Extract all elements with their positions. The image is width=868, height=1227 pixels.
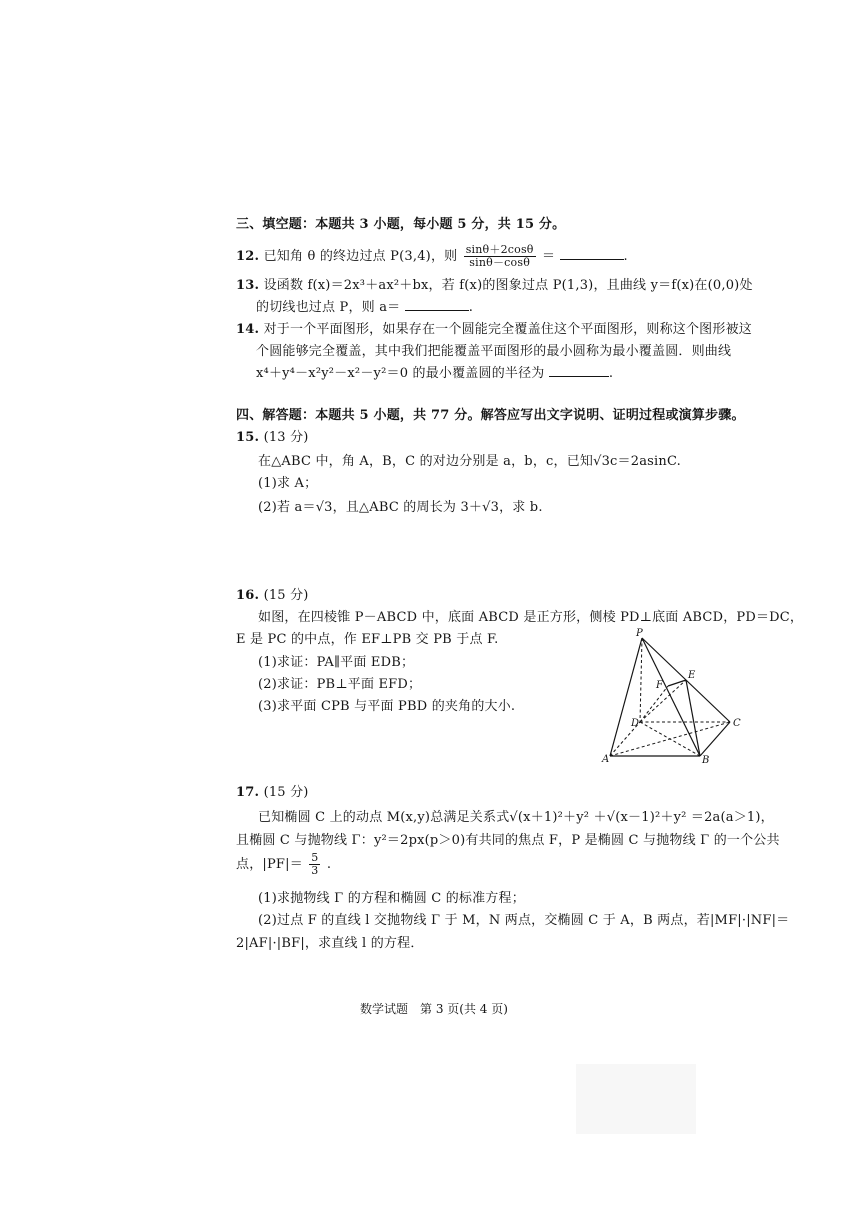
q15-stem: 在△ABC 中，角 A，B，C 的对边分别是 a，b，c，已知√3c＝2asinC.	[258, 454, 681, 469]
label-F: F	[656, 680, 663, 691]
label-A: A	[602, 754, 610, 765]
label-P: P	[636, 628, 643, 639]
q12-fraction	[464, 244, 536, 269]
question-12: 12. 已知角 θ 的终边过点 P(3,4)，则 $\frac{\sin\theta+2\cos\theta}{\sin\theta-\cos\theta}$ ＝ .	[236, 243, 628, 269]
q12-frac-numerator: sinθ＋2cosθ	[465, 243, 534, 256]
q15-part1: (1)求 A；	[258, 476, 318, 491]
label-E: E	[688, 670, 696, 681]
edge-AC	[610, 722, 730, 756]
q16-stem-1: 如图，在四棱锥 P－ABCD 中，底面 ABCD 是正方形，侧棱 PD⊥底面 ABCD，PD＝DC，	[258, 610, 804, 625]
q17-stem-3	[236, 852, 331, 877]
q17-part2-line2: 2|AF|·|BF|，求直线 l 的方程．	[236, 936, 424, 951]
question-14-line3: x⁴＋y⁴－x²y²－x²－y²＝0 的最小覆盖圆的半径为 .	[256, 366, 614, 381]
label-B: B	[702, 755, 710, 766]
question-13-line1	[236, 274, 753, 293]
q15-part2: (2)若 a＝√3，且△ABC 的周长为 3＋√3，求 b.	[258, 500, 543, 515]
edge-DE	[640, 680, 686, 722]
q14-text-3: x⁴＋y⁴－x²y²－x²－y²＝0 的最小覆盖圆的半径为	[256, 366, 545, 381]
q14-text-1: 对于一个平面图形，如果存在一个圆能完全覆盖住这个平面图形，则称这个图形被这	[263, 322, 752, 337]
q12-frac-denominator: sinθ－cosθ	[469, 256, 531, 269]
page-footer: 数学试题 第 3 页(共 4 页)	[360, 1002, 508, 1016]
q15-number: 15.	[236, 430, 260, 445]
q17-stem3-suffix: .	[326, 857, 332, 872]
q15-score: (13 分)	[263, 430, 309, 445]
q17-score: (15 分)	[263, 785, 309, 800]
q16-part2: (2)求证：PB⊥平面 EFD；	[258, 677, 422, 692]
edge-PB	[642, 638, 700, 756]
question-17-title	[236, 781, 309, 800]
q17-stem-2: 且椭圆 C 与抛物线 Γ：y²＝2px(p＞0)有共同的焦点 F，P 是椭圆 C 与抛物线 Γ 的一个公共	[236, 833, 780, 848]
q17-fraction	[309, 852, 320, 877]
question-13-line2: 的切线也过点 P，则 a＝ .	[256, 300, 474, 315]
question-16-title	[236, 584, 309, 603]
q13-text-1: 设函数 f(x)＝2x³＋ax²＋bx，若 f(x)的图象过点 P(1,3)，且曲线 y＝f(x)在(0,0)处	[263, 278, 753, 293]
q16-part3: (3)求平面 CPB 与平面 PBD 的夹角的大小.	[258, 699, 516, 714]
q13-number: 13.	[236, 278, 260, 293]
q12-suffix: ＝	[541, 249, 556, 264]
q16-stem-2: E 是 PC 的中点，作 EF⊥PB 交 PB 于点 F.	[236, 632, 499, 647]
q16-number: 16.	[236, 588, 260, 603]
q13-answer-blank[interactable]	[405, 300, 469, 311]
edge-DF	[640, 686, 668, 722]
section4-header: 四、解答题：本题共 5 小题，共 77 分。解答应写出文字说明、证明过程或演算步骤。	[236, 408, 745, 423]
section3-header: 三、填空题：本题共 3 小题，每小题 5 分，共 15 分。	[236, 217, 566, 232]
q17-stem3-prefix: 点，|PF|＝	[236, 857, 303, 872]
pyramid-figure	[600, 626, 750, 768]
q17-frac-denominator: 3	[311, 864, 319, 877]
q16-score: (15 分)	[263, 588, 309, 603]
q17-number: 17.	[236, 785, 260, 800]
q17-part2-line1: (2)过点 F 的直线 l 交抛物线 Γ 于 M，N 两点，交椭圆 C 于 A，B 两点，若|MF|·|NF|＝	[258, 913, 790, 928]
scan-artifact	[576, 1064, 696, 1134]
edge-BC	[700, 722, 730, 756]
question-15-title	[236, 426, 309, 445]
q17-frac-numerator: 5	[311, 851, 319, 864]
edge-PD	[640, 638, 642, 722]
q17-stem-1: 已知椭圆 C 上的动点 M(x,y)总满足关系式√(x＋1)²＋y² ＋√(x－1)²＋y² ＝2a(a＞1)，	[258, 810, 774, 825]
label-D: D	[631, 718, 640, 729]
edge-FE	[668, 680, 686, 686]
q12-number: 12.	[236, 249, 260, 264]
q12-prefix: 已知角 θ 的终边过点 P(3,4)，则	[263, 249, 458, 264]
q13-text-2: 的切线也过点 P，则 a＝	[256, 300, 401, 315]
q17-part1: (1)求抛物线 Γ 的方程和椭圆 C 的标准方程；	[258, 891, 525, 906]
q16-part1: (1)求证：PA∥平面 EDB；	[258, 655, 415, 670]
q12-answer-blank[interactable]	[560, 249, 624, 260]
question-14-line2: 个圆能够完全覆盖，其中我们把能覆盖平面图形的最小圆称为最小覆盖圆．则曲线	[256, 344, 732, 359]
q14-answer-blank[interactable]	[549, 366, 609, 377]
q14-number: 14.	[236, 322, 260, 337]
question-14-line1	[236, 318, 752, 337]
label-C: C	[733, 718, 741, 729]
